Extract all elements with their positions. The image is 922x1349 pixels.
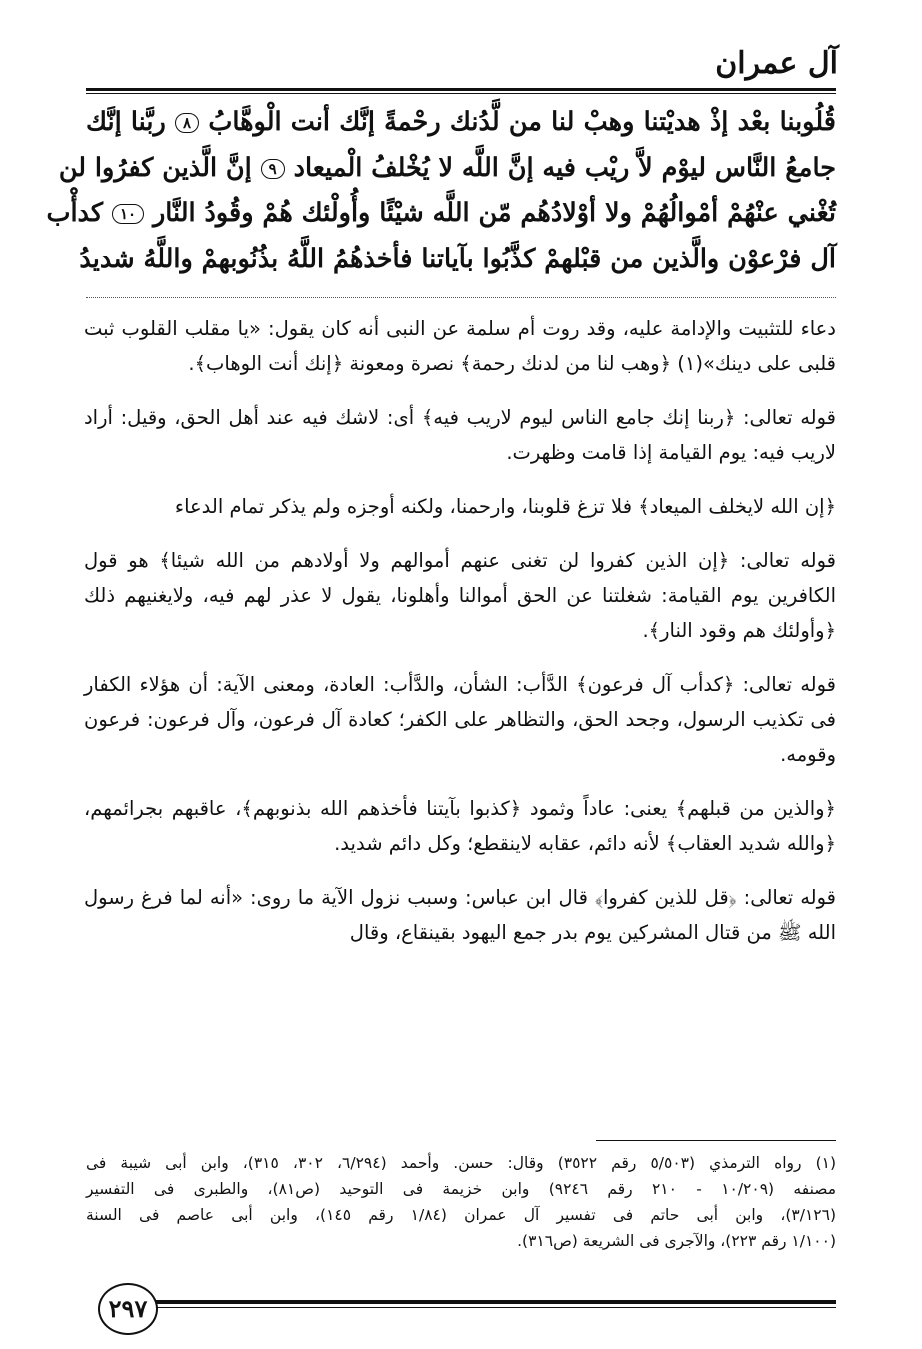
section-divider <box>86 297 836 298</box>
commentary-paragraph: دعاء للتثبيت والإدامة عليه، وقد روت أم سلمة عن النبى أنه كان يقول: «يا مقلب القلوب ثبت قلبى على دينك»(١) ﴿وهب لنا من لدنك رحمة﴾ نصرة ومعونة ﴿إنك أنت الوهاب﴾. <box>84 317 836 375</box>
commentary-paragraph: ﴿إن الله لايخلف الميعاد﴾ فلا تزغ قلوبنا، وارحمنا، ولكنه أوجزه ولم يذكر تمام الدعاء <box>174 495 836 518</box>
header-rule <box>86 88 836 91</box>
verse-text: قُلُوبنا بعْد إذْ هديْتنا وهبْ لنا من لَّدُنك رحْمةً إنَّك أنت الْوهَّابُ <box>208 107 836 137</box>
verse-line <box>46 191 836 237</box>
verse-text-continuation: كدأْب <box>46 198 104 228</box>
page-number: ٢٩٧ <box>98 1283 158 1335</box>
footer-rule-thin <box>150 1307 836 1308</box>
commentary-paragraph: قوله تعالى: ﴿إن الذين كفروا لن تغنى عنهم أموالهم ولا أولادهم من الله شيئا﴾ هو قول الكافرين يوم القيامة: شغلتنا عن الحق أموالنا وأهلونا، يقول لا عذر لهم فيه، ولايغنيهم ذلك ﴿وأولئك هم وقود النار﴾. <box>84 549 836 642</box>
tafsir-commentary <box>84 311 836 969</box>
footnote-line: (٣/١٢٦)، وابن أبى حاتم فى تفسير آل عمران (١/٨٤ رقم ١٤٥)، وابن أبى عاصم فى السنة <box>86 1206 836 1224</box>
verse-number-marker: ١٠ <box>112 204 144 224</box>
footnote-line: مصنفه (١٠/٢٠٩ - ٢١٠ رقم ٩٢٤٦) وابن خزيمة فى التوحيد (ص٨١)، والطبرى فى التفسير <box>86 1180 836 1198</box>
verse-text: جامعُ النَّاس ليوْم لاَّ ريْب فيه إنَّ اللَّه لا يُخْلفُ الْميعاد <box>293 152 836 183</box>
verse-text: تُغْني عنْهُمْ أمْوالُهُمْ ولا أوْلادُهُم مّن اللَّه شيْئًا وأُولْئك هُمْ وقُودُ النَّار <box>152 198 836 228</box>
footnote-line: (١/١٠٠ رقم ٢٢٣)، والآجرى فى الشريعة (ص٣١٦). <box>517 1232 836 1250</box>
header-rule-thin <box>86 93 836 94</box>
footnote-line: (١) رواه الترمذي (٥/٥٠٣ رقم ٣٥٢٢) وقال: حسن. وأحمد (٦/٢٩٤، ٣٠٢، ٣١٥)، وابن أبى شيبة فى <box>86 1154 837 1172</box>
quran-verse-block <box>46 100 836 282</box>
footer-rule <box>150 1300 836 1304</box>
verse-line <box>58 146 836 192</box>
verse-text-continuation: إنَّ الَّذين كفرُوا لن <box>58 152 252 183</box>
footnote-rule <box>596 1140 836 1141</box>
surah-header: آل عمران <box>715 46 838 81</box>
verse-text: آل فرْعوْن والَّذين من قبْلهمْ كذَّبُوا بآياتنا فأخذهُمُ اللَّهُ بذُنُوبهمْ واللَّهُ شديدُ <box>79 243 836 274</box>
verse-line <box>86 100 836 146</box>
verse-number-marker: ٩ <box>261 159 285 179</box>
verse-line <box>79 237 836 283</box>
commentary-paragraph: قوله تعالى: ﴿ربنا إنك جامع الناس ليوم لاريب فيه﴾ أى: لاشك فيه عند أهل الحق، وقيل: أراد لاريب فيه: يوم القيامة إذا قامت وظهرت. <box>84 406 836 464</box>
commentary-paragraph: قوله تعالى: ﴿كدأب آل فرعون﴾ الدَّأب: الشأن، والدَّأب: العادة، ومعنى الآية: أن هؤلاء الكفار فى تكذيب الرسول، وجحد الحق، والتظاهر على الكفر؛ كعادة آل فرعون، وآل فرعون: فرعون وقومه. <box>84 673 836 766</box>
footnotes <box>86 1150 836 1254</box>
commentary-paragraph: قوله تعالى: ﴿قل للذين كفروا﴾ قال ابن عباس: وسبب نزول الآية ما روى: «أنه لما فرغ رسول الله ﷺ من قتال المشركين يوم بدر جمع اليهود بقينقاع، وقال <box>84 886 836 944</box>
verse-number-marker: ٨ <box>175 113 199 133</box>
commentary-paragraph: ﴿والذين من قبلهم﴾ يعنى: عاداً وثمود ﴿كذبوا بآيتنا فأخذهم الله بذنوبهم﴾، عاقبهم بجرائمهم، ﴿والله شديد العقاب﴾ لأنه دائم، عقابه لاينقطع؛ وكل دائم شديد. <box>84 797 836 855</box>
verse-text-continuation: ربَّنا إنَّك <box>86 107 166 137</box>
